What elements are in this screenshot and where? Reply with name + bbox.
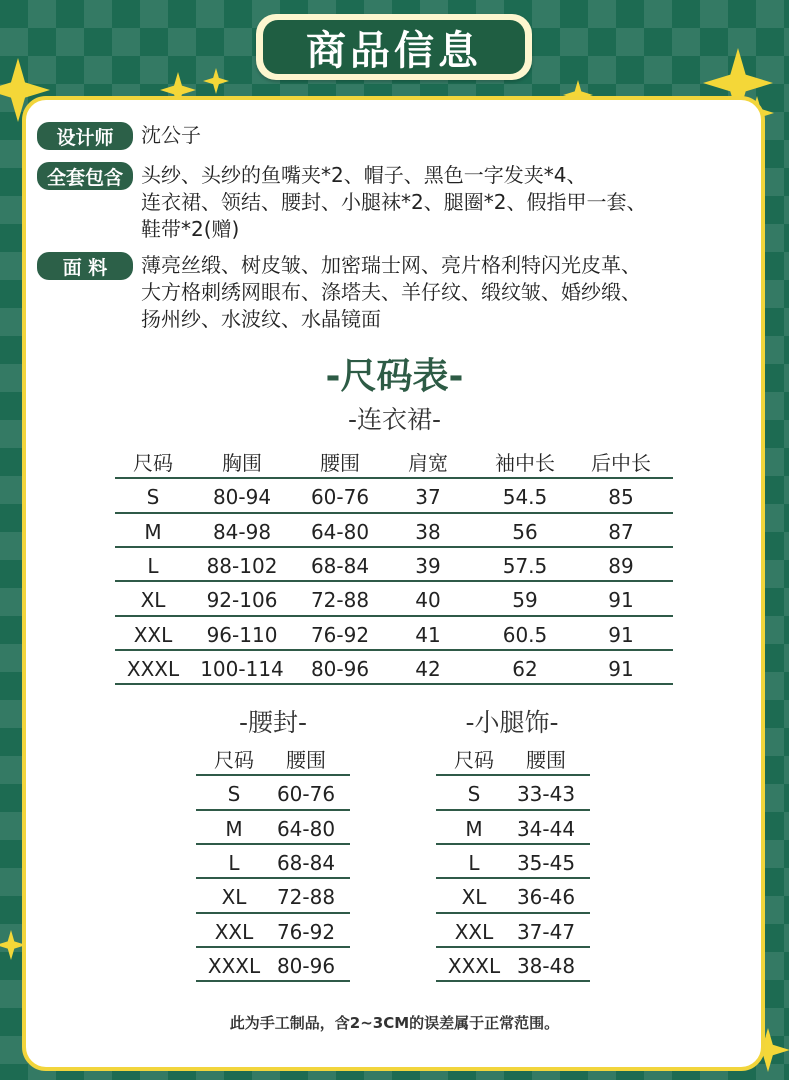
table-cell: 80-96 [310, 656, 370, 681]
table-cell: 80-96 [276, 953, 336, 978]
star-icon [203, 68, 229, 94]
table-cell: XXXL [447, 953, 501, 978]
set-contents-line: 鞋带*2(赠) [141, 217, 240, 241]
table-cell: M [225, 816, 243, 841]
table-header-cell: 腰围 [286, 748, 326, 772]
set-contents-label: 全套包含 [37, 162, 133, 190]
fabric-line: 薄亮丝缎、树皮皱、加密瑞士网、亮片格利特闪光皮革、 [141, 253, 641, 277]
table-cell: 60.5 [502, 622, 548, 647]
table-header-cell: 尺码 [214, 748, 254, 772]
table-header-cell: 胸围 [222, 451, 262, 475]
table-cell: 91 [608, 656, 634, 681]
designer-label: 设计师 [37, 122, 133, 150]
table-cell: 36-46 [516, 885, 576, 910]
page-title: 商品信息 [263, 20, 525, 74]
table-cell: 42 [415, 656, 441, 681]
table-cell: 72-88 [310, 588, 370, 613]
table-cell: 60-76 [276, 782, 336, 807]
table-cell: 89 [608, 553, 634, 578]
table-cell: XXL [214, 919, 254, 944]
table-rule [196, 774, 350, 776]
table-cell: 68-84 [276, 850, 336, 875]
table-rule [115, 477, 673, 479]
table-cell: 72-88 [276, 885, 336, 910]
table-cell: XXXL [207, 953, 261, 978]
table-header-cell: 尺码 [133, 451, 173, 475]
table-cell: S [146, 485, 160, 510]
table-cell: 62 [512, 656, 538, 681]
table-cell: 87 [608, 519, 634, 544]
table-header-cell: 肩宽 [408, 451, 448, 475]
table-rule [115, 580, 673, 582]
table-rule [436, 843, 590, 845]
table-header-cell: 后中长 [591, 451, 651, 475]
table-rule [115, 683, 673, 685]
table-rule [436, 877, 590, 879]
table-cell: M [144, 519, 162, 544]
calf-table-title: -小腿饰- [465, 708, 559, 737]
table-cell: 59 [512, 588, 538, 613]
size-chart-title: -尺码表- [325, 356, 464, 397]
table-rule [115, 546, 673, 548]
table-cell: 80-94 [212, 485, 272, 510]
table-header-cell: 腰围 [320, 451, 360, 475]
table-cell: 39 [415, 553, 441, 578]
set-contents-line: 头纱、头纱的鱼嘴夹*2、帽子、黑色一字发夹*4、 [141, 163, 587, 187]
table-cell: 40 [415, 588, 441, 613]
table-rule [436, 946, 590, 948]
table-cell: 85 [608, 485, 634, 510]
fabric-line: 大方格刺绣网眼布、涤塔夫、羊仔纹、缎纹皱、婚纱缎、 [141, 280, 641, 304]
table-cell: 37-47 [516, 919, 576, 944]
table-cell: 96-110 [206, 622, 278, 647]
table-cell: M [465, 816, 483, 841]
table-cell: XXXL [126, 656, 180, 681]
table-rule [436, 774, 590, 776]
table-cell: 68-84 [310, 553, 370, 578]
table-cell: 76-92 [276, 919, 336, 944]
table-rule [436, 809, 590, 811]
table-cell: 54.5 [502, 485, 548, 510]
table-cell: 91 [608, 588, 634, 613]
table-cell: 38 [415, 519, 441, 544]
table-cell: 34-44 [516, 816, 576, 841]
table-cell: 64-80 [310, 519, 370, 544]
table-cell: 38-48 [516, 953, 576, 978]
table-cell: L [468, 850, 480, 875]
table-header-cell: 腰围 [526, 748, 566, 772]
table-header-cell: 尺码 [454, 748, 494, 772]
table-cell: 100-114 [200, 656, 284, 681]
table-rule [196, 877, 350, 879]
table-rule [196, 809, 350, 811]
table-rule [436, 912, 590, 914]
table-cell: 41 [415, 622, 441, 647]
title-banner [256, 14, 532, 80]
fabric-line: 扬州纱、水波纹、水晶镜面 [141, 307, 381, 331]
table-rule [115, 615, 673, 617]
tolerance-note: 此为手工制品，含2~3CM的误差属于正常范围。 [229, 1014, 560, 1032]
table-cell: XL [461, 885, 487, 910]
table-cell: XL [221, 885, 247, 910]
table-cell: 60-76 [310, 485, 370, 510]
table-cell: XL [140, 588, 166, 613]
fabric-label: 面 料 [37, 252, 133, 280]
waist-table-title: -腰封- [238, 708, 308, 737]
table-rule [115, 512, 673, 514]
table-cell: 91 [608, 622, 634, 647]
dress-table-title: -连衣裙- [347, 405, 442, 434]
table-cell: 92-106 [206, 588, 278, 613]
table-cell: XXL [133, 622, 173, 647]
table-rule [196, 980, 350, 982]
content-card [22, 96, 765, 1071]
table-cell: 37 [415, 485, 441, 510]
table-rule [196, 912, 350, 914]
table-header-cell: 袖中长 [495, 451, 555, 475]
table-rule [115, 649, 673, 651]
table-cell: XXL [454, 919, 494, 944]
table-cell: S [227, 782, 241, 807]
table-rule [436, 980, 590, 982]
table-cell: 84-98 [212, 519, 272, 544]
table-cell: 35-45 [516, 850, 576, 875]
table-cell: S [467, 782, 481, 807]
designer-value: 沈公子 [141, 123, 201, 147]
table-rule [196, 843, 350, 845]
table-cell: 64-80 [276, 816, 336, 841]
table-cell: 33-43 [516, 782, 576, 807]
table-cell: 88-102 [206, 553, 278, 578]
table-cell: L [147, 553, 159, 578]
table-cell: 56 [512, 519, 538, 544]
table-cell: 76-92 [310, 622, 370, 647]
set-contents-line: 连衣裙、领结、腰封、小腿袜*2、腿圈*2、假指甲一套、 [141, 190, 647, 214]
table-cell: 57.5 [502, 553, 548, 578]
table-cell: L [228, 850, 240, 875]
table-rule [196, 946, 350, 948]
